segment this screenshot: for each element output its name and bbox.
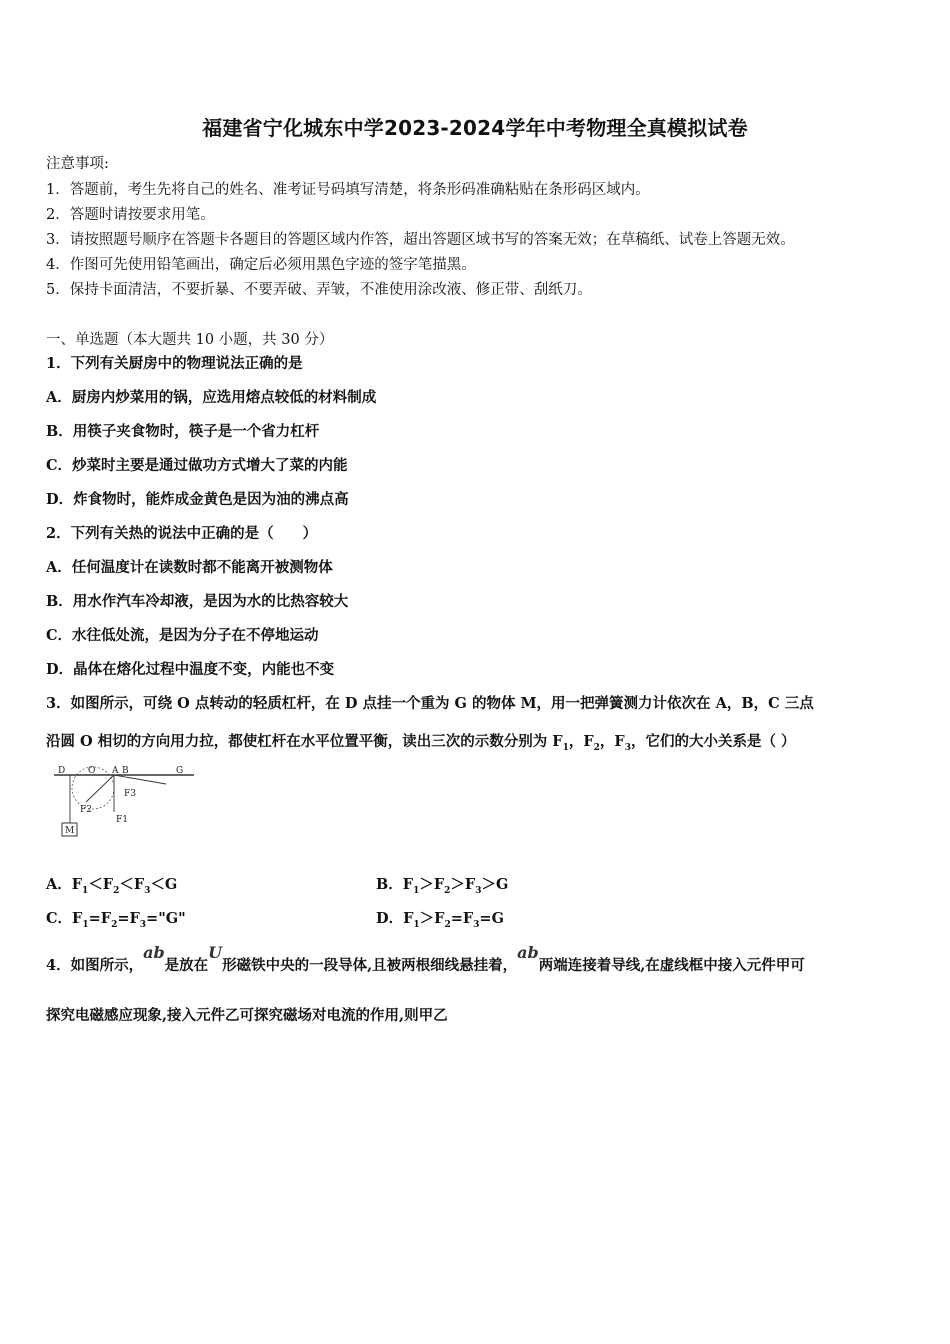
question-1-stem: 1．下列有关厨房中的物理说法正确的是 [46, 355, 303, 372]
q3-sub: 1 [562, 742, 569, 753]
opt-sub: 1 [82, 885, 89, 896]
notice-item: 5．保持卡面清洁，不要折暴、不要弄破、弄皱，不准使用涂改液、修正带、刮纸刀。 [46, 282, 592, 298]
q3-text: 沿圆 O 相切的方向用力拉，都使杠杆在水平位置平衡，读出三次的示数分别为 F [46, 733, 563, 750]
question-3-option-b [376, 873, 508, 896]
math-ab: ab [517, 943, 539, 962]
opt-text: ＜F [88, 876, 114, 893]
opt-text: ＞F [450, 876, 476, 893]
q4-text: 形磁铁中央的一段导体,且被两根细线悬挂着， [222, 957, 518, 974]
label-f1: F1 [116, 815, 128, 825]
opt-text: =F [88, 910, 112, 927]
opt-text: ＞F [419, 910, 445, 927]
label-g: G [176, 766, 184, 776]
label-d: D [58, 766, 66, 776]
opt-sub: 1 [413, 885, 420, 896]
label-b: B [122, 766, 129, 776]
question-2-stem: 2．下列有关热的说法中正确的是（ ） [46, 525, 318, 542]
lever-diagram [46, 762, 196, 840]
q3-text: ，F [568, 733, 594, 750]
opt-sub: 1 [82, 919, 89, 930]
opt-text: ＜F [119, 876, 145, 893]
opt-text: ＞F [419, 876, 445, 893]
opt-sub: 2 [113, 885, 120, 896]
force-f2-line [86, 775, 114, 802]
question-3-option-d [376, 907, 504, 930]
exam-title: 福建省宁化城东中学2023-2024学年中考物理全真模拟试卷 [202, 116, 748, 140]
q4-text: 两端连接着导线,在虚线框中接入元件甲可 [538, 957, 805, 974]
opt-sub: 2 [444, 885, 451, 896]
math-ab: ab [143, 943, 165, 962]
opt-text: D．F [376, 910, 414, 927]
opt-text: ＞G [481, 876, 509, 893]
label-f2: F2 [80, 805, 92, 815]
opt-sub: 2 [444, 919, 451, 930]
question-2-option-a: A．任何温度计在读数时都不能离开被测物体 [46, 559, 333, 576]
question-1-option-d: D．炸食物时，能炸成金黄色是因为油的沸点高 [46, 491, 349, 508]
opt-text: B．F [376, 876, 414, 893]
label-m: M [65, 826, 75, 836]
question-1-option-a: A．厨房内炒菜用的锅，应选用熔点较低的材料制成 [46, 389, 377, 406]
q3-sub: 2 [593, 742, 600, 753]
notice-item: 3．请按照题号顺序在答题卡各题目的答题区域内作答，超出答题区域书写的答案无效；在草稿纸、试卷上答题无效。 [46, 232, 795, 248]
opt-sub: 3 [475, 885, 482, 896]
question-1-option-c: C．炒菜时主要是通过做功方式增大了菜的内能 [46, 457, 348, 474]
opt-text: =F [117, 910, 140, 927]
notice-item: 1．答题前，考生先将自己的姓名、准考证号码填写清楚，将条形码准确粘贴在条形码区域内。 [46, 182, 650, 198]
opt-text: A．F [46, 876, 83, 893]
opt-sub: 2 [111, 919, 118, 930]
q4-text: 是放在 [164, 957, 209, 974]
opt-text: =G [479, 910, 504, 927]
opt-sub: 3 [473, 919, 480, 930]
question-3-stem-line1: 3．如图所示，可绕 O 点转动的轻质杠杆，在 D 点挂一个重为 G 的物体 M，用一把弹簧测力计依次在 A，B，C 三点 [46, 695, 814, 712]
q3-text: ，它们的大小关系是（ ） [630, 733, 796, 750]
label-f3: F3 [124, 789, 136, 799]
question-3-stem-line2 [46, 730, 796, 753]
question-4-stem-line1 [46, 943, 805, 975]
notice-item: 2．答题时请按要求用笔。 [46, 207, 215, 223]
q3-text: ，F [599, 733, 625, 750]
question-3-option-c [46, 907, 186, 930]
question-1-option-b: B．用筷子夹食物时，筷子是一个省力杠杆 [46, 423, 320, 440]
notice-heading: 注意事项: [46, 156, 109, 172]
opt-sub: 1 [413, 919, 420, 930]
notice-item: 4．作图可先使用铅笔画出，确定后必须用黑色字迹的签字笔描黑。 [46, 257, 476, 273]
opt-text: ="G" [146, 910, 186, 927]
opt-text: C．F [46, 910, 83, 927]
label-o: O [88, 766, 96, 776]
q4-text: 4．如图所示， [46, 957, 144, 974]
opt-text: =F [450, 910, 474, 927]
section-heading: 一、单选题（本大题共 10 小题，共 30 分） [46, 332, 334, 348]
opt-text: ＜G [150, 876, 178, 893]
opt-sub: 3 [144, 885, 151, 896]
q3-sub: 3 [624, 742, 631, 753]
question-4-stem-line2: 探究电磁感应现象,接入元件乙可探究磁场对电流的作用,则甲乙 [46, 1007, 448, 1024]
force-f3-line [114, 775, 166, 784]
question-2-option-d: D．晶体在熔化过程中温度不变，内能也不变 [46, 661, 335, 678]
math-u: U [208, 943, 223, 962]
question-2-option-c: C．水往低处流，是因为分子在不停地运动 [46, 627, 319, 644]
question-2-option-b: B．用水作汽车冷却液，是因为水的比热容较大 [46, 593, 349, 610]
opt-sub: 3 [139, 919, 147, 930]
question-3-option-a [46, 873, 177, 896]
label-a: A [112, 766, 119, 776]
